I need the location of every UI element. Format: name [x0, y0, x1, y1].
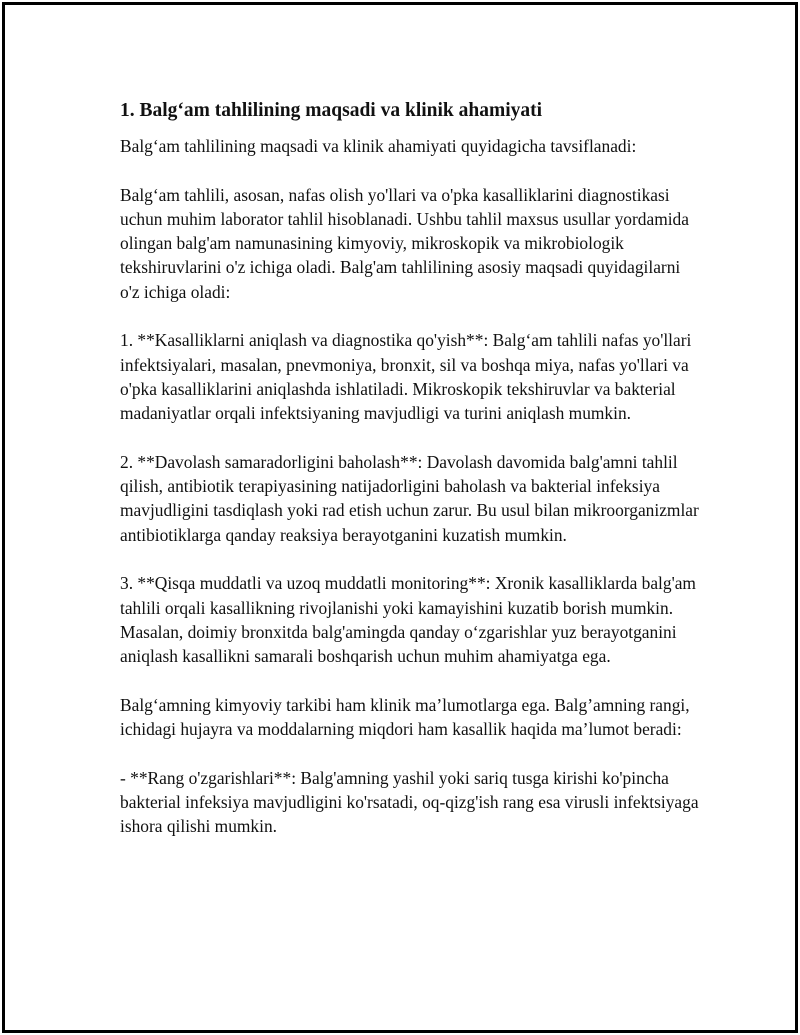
overview-paragraph: Balg‘am tahlili, asosan, nafas olish yo'llari va o'pka kasalliklarini diagnostikasi uchun muhim laborator tahlil hisoblanadi. Ushbu tahlil maxsus usullar yordamida olingan balg'am namunasining kimyoviy, mikroskopik va mikrobiologik tekshiruvlarini o'z ichiga oladi. Balg'am tahlilining asosiy maqsadi quyidagilarni o'z ichiga oladi: [120, 184, 689, 302]
list-item-treatment: 2. **Davolash samaradorligini baholash**: Davolash davomida balg'amni tahlil qilish, antibiotik terapiyasining natijadorligini baholash va bakterial infeksiya mavjudligini tasdiqlash yoki rad etish uchun zarur. Bu usul bilan mikroorganizmlar antibiotiklarga qanday reaksiya berayotganini kuzatish mumkin. [120, 451, 699, 545]
section-heading: 1. Balg‘am tahlilining maqsadi va klinik ahamiyati [120, 100, 543, 121]
chemical-composition-paragraph: Balg‘amning kimyoviy tarkibi ham klinik ma’lumotlarga ega. Balg’amning rangi, ichidagi hujayra va moddalarning miqdori ham kasallik haqida ma’lumot beradi: [120, 694, 690, 740]
intro-paragraph: Balg‘am tahlilining maqsadi va klinik ahamiyati quyidagicha tavsiflanadi: [120, 136, 637, 156]
list-item-diagnosis: 1. **Kasalliklarni aniqlash va diagnostika qo'yish**: Balg‘am tahlili nafas yo'llari infektsiyalari, masalan, pnevmoniya, bronxit, sil va boshqa miya, nafas yo'llari va o'pka kasalliklarini aniqlashda ishlatiladi. Mikroskopik tekshiruvlar va bakterial madaniyatlar orqali infektsiyaning mavjudligi va turini aniqlash mumkin. [120, 330, 692, 424]
page-frame [2, 2, 798, 1033]
list-item-monitoring: 3. **Qisqa muddatli va uzoq muddatli monitoring**: Xronik kasalliklarda balg'am tahlili orqali kasallikning rivojlanishi yoki kamayishini kuzatib borish mumkin. Masalan, doimiy bronxitda balg'amingda qanday o‘zgarishlar yuz berayotganini aniqlash kasallikni samarali boshqarish uchun muhim ahamiyatga ega. [120, 573, 696, 667]
document-body [120, 99, 700, 863]
color-changes-paragraph: - **Rang o'zgarishlari**: Balg'amning yashil yoki sariq tusga kirishi ko'pincha bakterial infeksiya mavjudligini ko'rsatadi, oq-qizg'ish rang esa virusli infektsiyaga ishora qilishi mumkin. [120, 767, 699, 837]
